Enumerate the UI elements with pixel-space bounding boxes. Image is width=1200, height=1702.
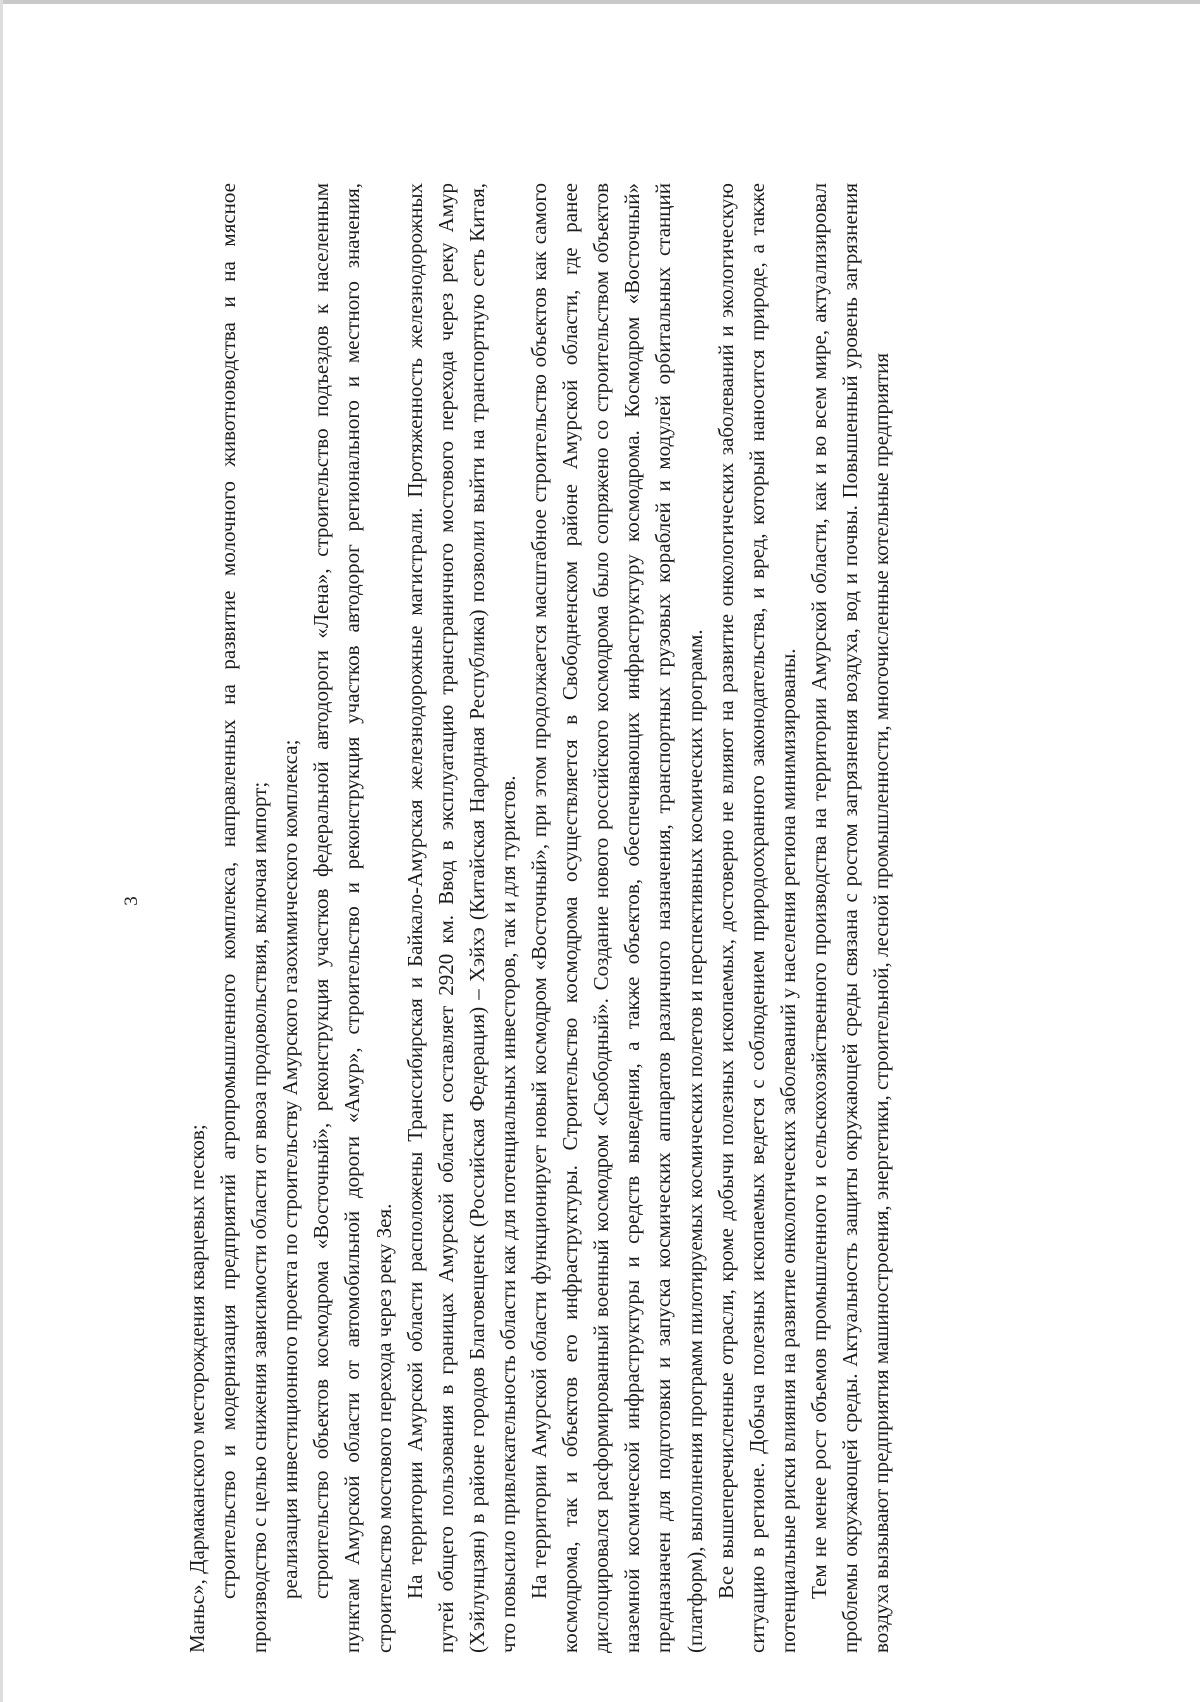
paragraph-1: Маньс», Дармаканского месторождения кварцевых песков; — [185, 1124, 209, 1653]
paragraph-5: На территории Амурской области расположены Транссибирская и Байкало-Амурская железнодорожные магистрали. Протяженность железнодорожных путей общего пользования в границах Амурской области составляет 2920 км. Ввод в эксплуатацию трансграничного мостового перехода через реку Амур (Хэйлунцзян) в районе городов Благовещенск (Российская Федерация) – Хэйхэ (Китайская Народная Республика) позволил выйти на транспортную сеть Китая, что повысило привлекательность области как для потенциальных инвесторов, так и для туристов. — [402, 183, 520, 1653]
paragraph-3: реализация инвестиционного проекта по строительству Амурского газохимического комплекса; — [278, 739, 303, 1599]
paragraph-2: строительство и модернизация предприятий агропромышленного комплекса, направленных на развитие молочного животноводства и на мясное производство с целью снижения зависимости области от ввоза продовольствия, включая импорт; — [216, 183, 272, 1653]
paragraph-6: На территории Амурской области функционирует новый космодром «Восточный», при этом продолжается масштабное строительство объектов как самого космодрома, так и объектов его инфраструктуры. Строительство космодрома осуществляется в Свободненском районе Амурской области, где ранее дислоцировался расформированный военный космодром «Свободный». Создание нового российского космодрома было сопряжено со строительством объектов наземной космической инфраструктуры и средств выведения, а также объектов, обеспечивающих инфраструктуру космодрома. Космодром «Восточный» предназначен для подготовки и запуска космических аппаратов различного назначения, транспортных грузовых кораблей и модулей орбитальных станций (платформ), выполнения программ пилотируемых космических полетов и перспективных космических программ. — [527, 183, 707, 1653]
paragraph-8: Тем не менее рост объемов промышленного и сельскохозяйственного производства на территории Амурской области, как и во всем мире, актуализировал проблемы окружающей среды. Актуальность защиты окружающей среды связана с ростом загрязнения воздуха, вод и почвы. Повышенный уровень загрязнения воздуха вызывают предприятия машиностроения, энергетики, строительной, лесной промышленности, многочисленные котельные предприятия — [806, 183, 894, 1653]
page-number: 3 — [121, 896, 142, 906]
scan-top-edge — [0, 0, 1200, 4]
scan-left-edge — [0, 0, 3, 1702]
paragraph-7: Все вышеперечисленные отрасли, кроме добычи полезных ископаемых, достоверно не влияют на развитие онкологических заболеваний и экологическую ситуацию в регионе. Добыча полезных ископаемых ведется с соблюдением природоохранного законодательства, и вред, который наносится природе, а также потенциальные риски влияния на развитие онкологических заболеваний у населения региона минимизированы. — [713, 183, 800, 1653]
document-body — [182, 183, 952, 1653]
paragraph-4: строительство объектов космодрома «Восточный», реконструкция участков федеральной автодороги «Лена», строительство подъездов к населенным пунктам Амурской области от автомобильной дороги «Амур», строительство и реконструкция участков автодорог регионального и местного значения, строительство мостового перехода через реку Зея. — [309, 183, 396, 1653]
